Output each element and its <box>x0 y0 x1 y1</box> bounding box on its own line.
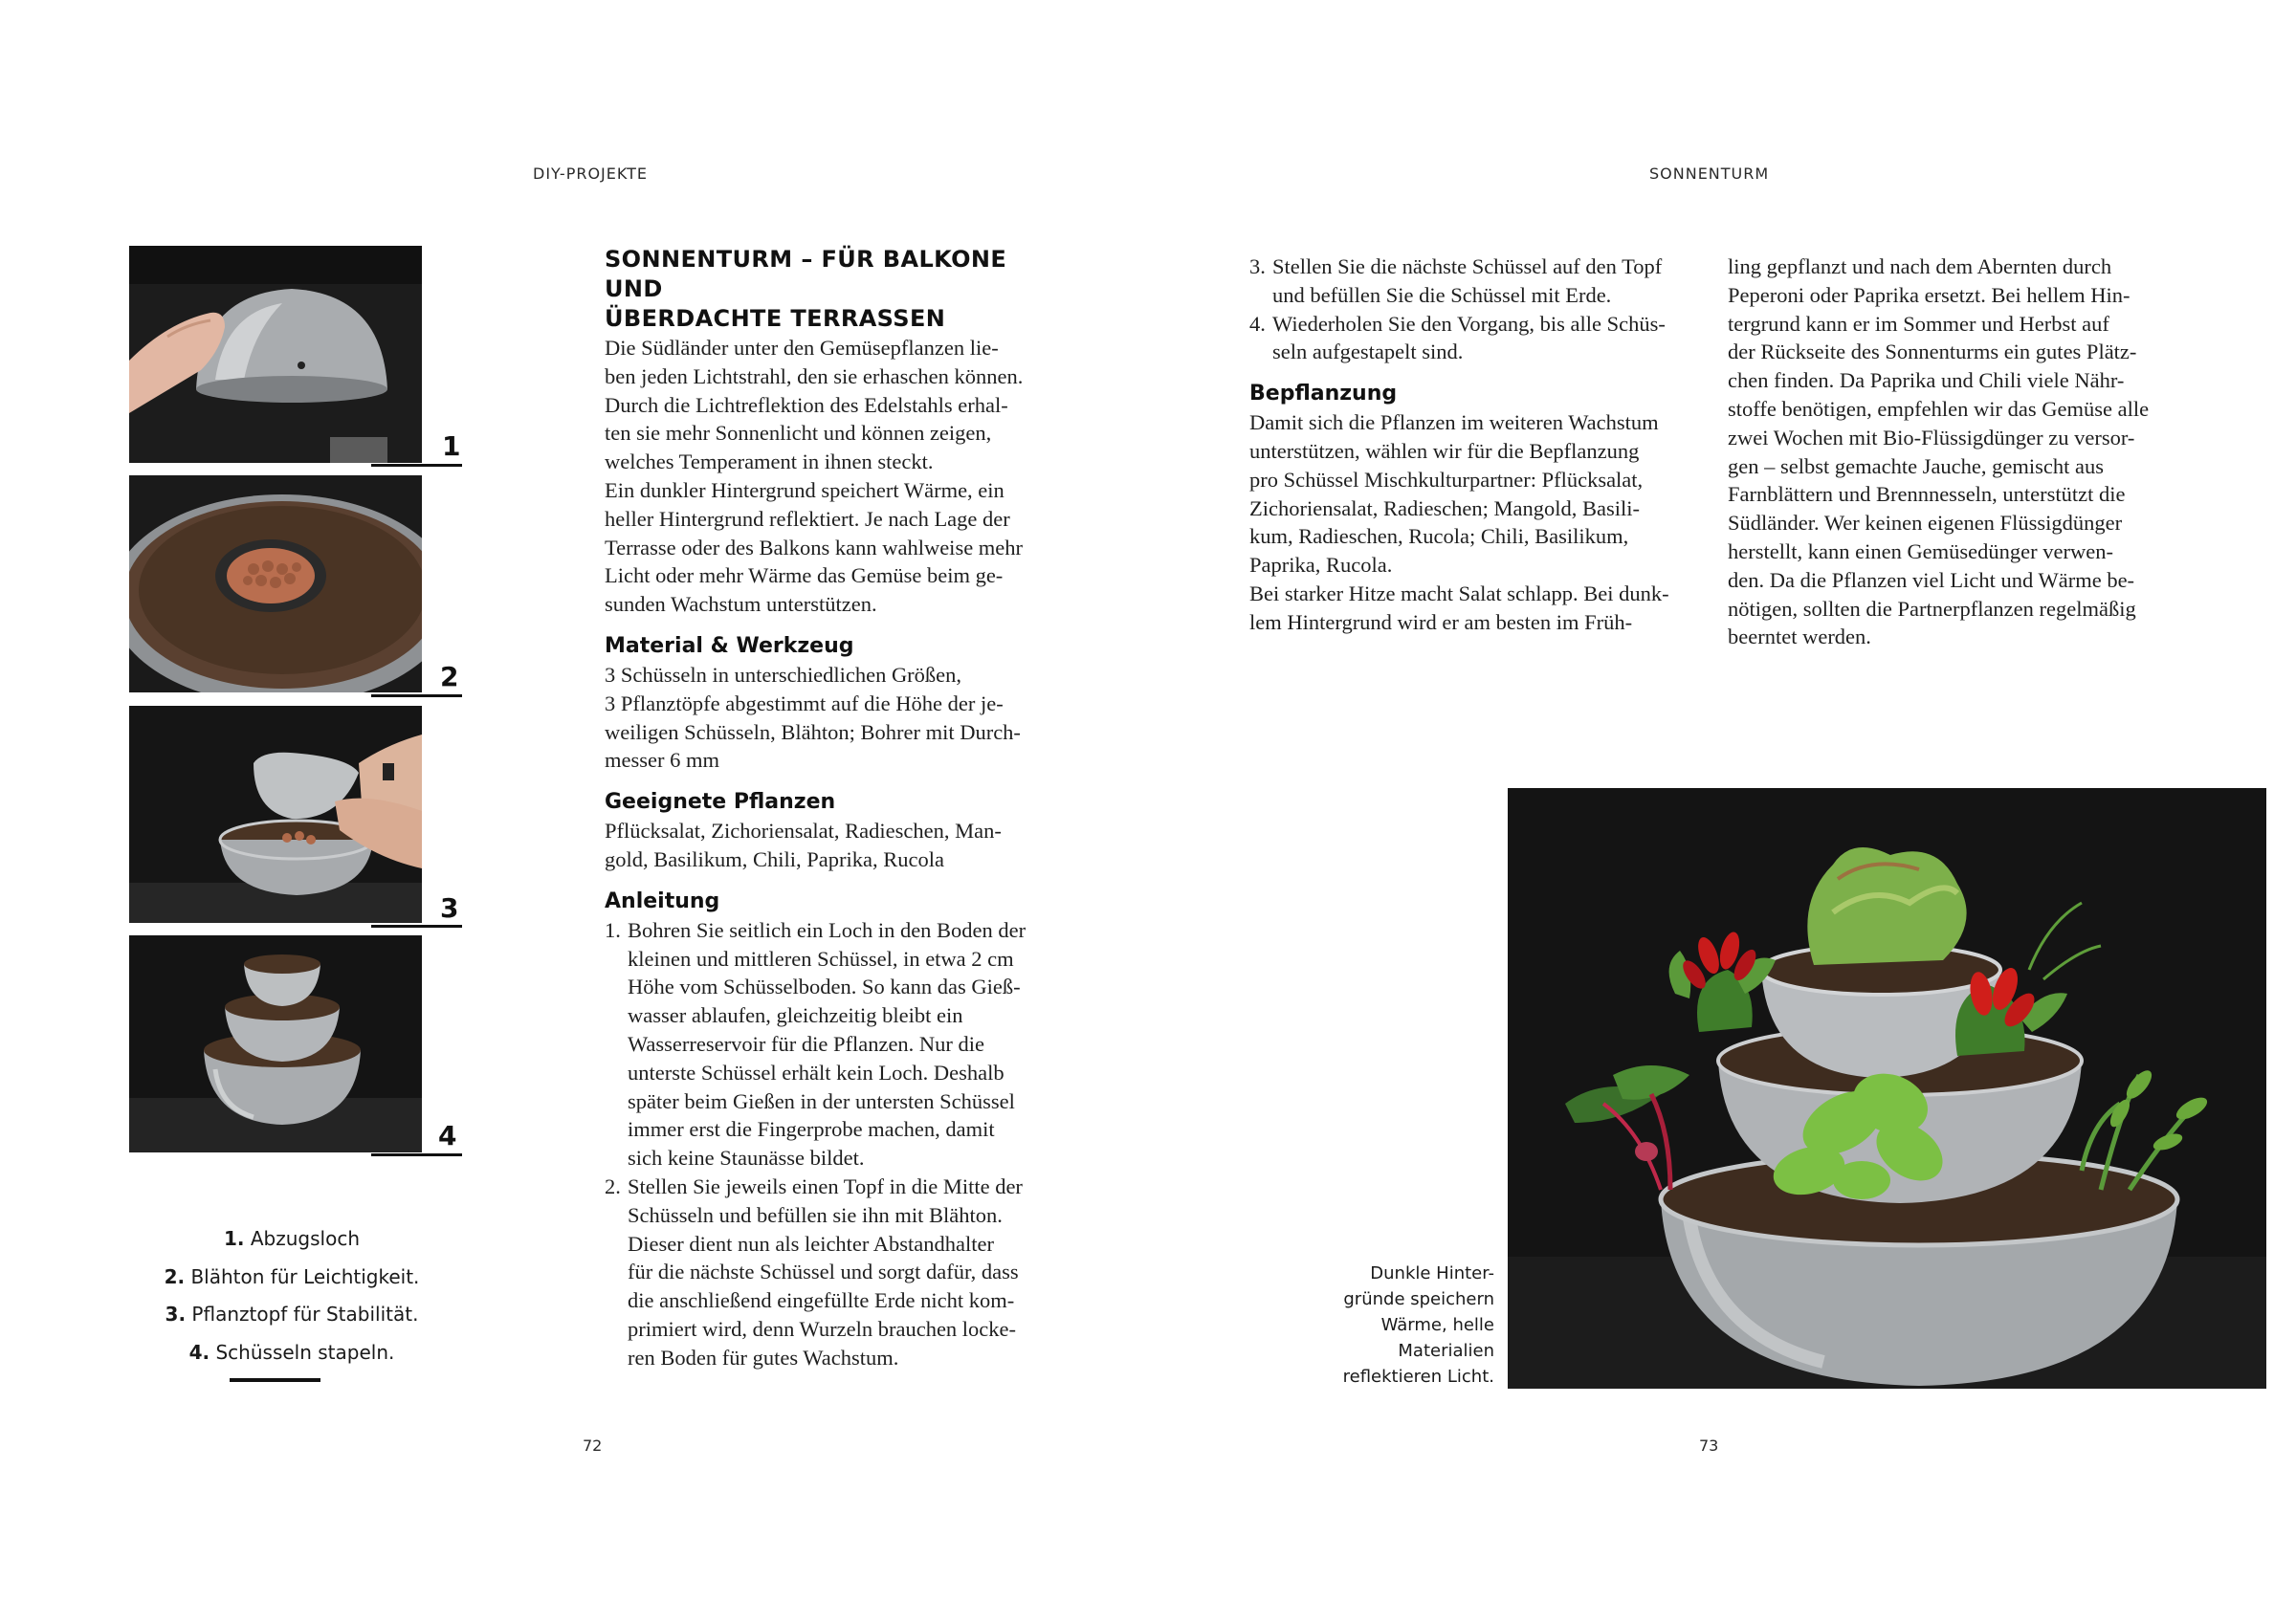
text-line: Peperoni oder Paprika ersetzt. Bei hellem Hin- <box>1728 282 2130 307</box>
text-line: Höhe vom Schüsselboden. So kann das Gieß- <box>628 975 1021 999</box>
caption-line: Dunkle Hinter- <box>1370 1263 1494 1283</box>
instructions-heading: Anleitung <box>605 888 720 913</box>
material-text <box>605 661 1064 775</box>
instruction-step <box>1249 310 1709 367</box>
text-line: Die Südländer unter den Gemüsepflanzen lie- <box>605 336 999 360</box>
title-line: ÜBERDACHTE TERRASSEN <box>605 305 946 332</box>
text-line: Durch die Lichtreflektion des Edelstahls erhal- <box>605 392 1008 417</box>
text-line: unterste Schüssel erhält kein Loch. Deshalb <box>628 1060 1004 1085</box>
legend-number: 4. <box>188 1340 210 1364</box>
legend-text: Abzugsloch <box>250 1227 360 1250</box>
text-line: gold, Basilikum, Chili, Paprika, Rucola <box>605 846 944 871</box>
instructions-list-continued <box>1249 252 1709 366</box>
text-line: ten sie mehr Sonnenlicht und können zeigen, <box>605 421 992 446</box>
text-line: stoffe benötigen, empfehlen wir das Gemüse alle <box>1728 396 2150 421</box>
text-line: Bei starker Hitze macht Salat schlapp. Bei dunk- <box>1249 581 1669 605</box>
right-text-column-1 <box>1249 252 1709 637</box>
text-line: Zichoriensalat, Radieschen; Mangold, Basili- <box>1249 495 1641 520</box>
step-label-1: 1 <box>442 430 461 462</box>
legend-text: Pflanztopf für Stabilität. <box>191 1303 419 1326</box>
text-line: zwei Wochen mit Bio-Flüssigdünger zu versor- <box>1728 425 2135 450</box>
text-line: nötigen, sollten die Partnerpflanzen regelmäßig <box>1728 596 2136 621</box>
caption-line: Materialien <box>1398 1341 1494 1361</box>
text-line: immer erst die Fingerprobe machen, damit <box>628 1117 995 1142</box>
caption-line: Wärme, helle <box>1380 1315 1494 1335</box>
step-rule-1 <box>371 464 462 467</box>
step-photo-1 <box>129 246 422 463</box>
legend-item <box>134 1220 450 1259</box>
step-label-3: 3 <box>440 892 459 924</box>
text-line: ling gepflanzt und nach dem Abernten durch <box>1728 254 2112 278</box>
text-line: tergrund kann er im Sommer und Herbst auf <box>1728 311 2109 336</box>
step-rule-3 <box>371 925 462 928</box>
page-number-left: 72 <box>583 1437 603 1455</box>
text-line: messer 6 mm <box>605 748 719 773</box>
text-line: lem Hintergrund wird er am besten im Früh- <box>1249 609 1633 634</box>
text-line: kum, Radieschen, Rucola; Chili, Basilikum, <box>1249 524 1629 549</box>
article-title <box>605 245 1064 334</box>
text-line: welches Temperament in ihnen steckt. <box>605 450 934 474</box>
legend-item <box>134 1296 450 1334</box>
text-line: Schüsseln und befüllen sie ihn mit Blähton. <box>628 1202 1003 1227</box>
text-line: sich keine Staunässe bildet. <box>628 1146 865 1171</box>
text-line: gen – selbst gemachte Jauche, gemischt aus <box>1728 453 2105 478</box>
text-line: Wasserreservoir für die Pflanzen. Nur die <box>628 1031 985 1056</box>
running-head-left: DIY-PROJEKTE <box>533 164 649 183</box>
text-line: wasser ablaufen, gleichzeitig bleibt ein <box>628 1003 963 1028</box>
legend-rule <box>230 1378 320 1382</box>
step-label-4: 4 <box>438 1120 457 1151</box>
text-line: Pflücksalat, Zichoriensalat, Radieschen, Man- <box>605 819 1002 844</box>
step-rule-4 <box>371 1153 462 1156</box>
text-line: 3 Schüsseln in unterschiedlichen Größen, <box>605 662 962 687</box>
text-line: und befüllen Sie die Schüssel mit Erde. <box>1272 282 1612 307</box>
text-line: Wiederholen Sie den Vorgang, bis alle Schüs- <box>1272 311 1666 336</box>
legend-item <box>134 1259 450 1297</box>
step-label-2: 2 <box>440 661 459 692</box>
step-rule-2 <box>371 694 462 697</box>
photo-caption <box>1272 1261 1494 1390</box>
planting-text <box>1249 408 1709 636</box>
text-line: Südländer. Wer keinen eigenen Flüssigdünger <box>1728 511 2123 536</box>
text-line: unterstützen, wählen wir für die Bepflanzung <box>1249 438 1640 463</box>
text-line: die anschließend eingefüllte Erde nicht kom- <box>628 1288 1015 1313</box>
instruction-step <box>605 1173 1064 1372</box>
text-line: Dieser dient nun als leichter Abstandhalter <box>628 1231 995 1256</box>
plants-text <box>605 817 1064 874</box>
text-line: pro Schüssel Mischkulturpartner: Pflücksalat, <box>1249 467 1644 492</box>
instructions-list <box>605 916 1064 1372</box>
left-text-column <box>605 245 1064 1372</box>
legend-text: Blähton für Leichtigkeit. <box>190 1264 420 1288</box>
step-number: 1. <box>605 917 621 942</box>
text-line: 3 Pflanztöpfe abgestimmt auf die Höhe der je- <box>605 691 1004 715</box>
step-number: 3. <box>1249 254 1266 278</box>
legend-text: Schüsseln stapeln. <box>215 1340 395 1364</box>
text-line: Bohren Sie seitlich ein Loch in den Boden der <box>628 917 1027 942</box>
step-photo-3 <box>129 706 422 923</box>
photo-legend <box>134 1220 450 1371</box>
text-line: Stellen Sie die nächste Schüssel auf den Topf <box>1272 254 1663 278</box>
text-line: Farnblättern und Brennnesseln, unterstützt die <box>1728 482 2126 507</box>
caption-line: reflektieren Licht. <box>1342 1367 1494 1387</box>
sun-tower-photo <box>1508 788 2266 1389</box>
text-line: für die nächste Schüssel und sorgt dafür, dass <box>628 1260 1019 1284</box>
text-line: Licht oder mehr Wärme das Gemüse beim ge- <box>605 563 1004 588</box>
text-line: den. Da die Pflanzen viel Licht und Wärme be- <box>1728 567 2135 592</box>
text-line: seln aufgestapelt sind. <box>1272 340 1464 364</box>
legend-number: 1. <box>223 1227 245 1250</box>
text-line: primiert wird, denn Wurzeln brauchen locke- <box>628 1316 1017 1341</box>
running-head-right: SONNENTURM <box>1649 164 1770 183</box>
text-line: Ein dunkler Hintergrund speichert Wärme, ein <box>605 477 1004 502</box>
page-number-right: 73 <box>1699 1437 1719 1455</box>
step-number: 4. <box>1249 311 1266 336</box>
title-line: SONNENTURM – FÜR BALKONE UND <box>605 246 1007 302</box>
text-line: sunden Wachstum unterstützen. <box>605 592 877 617</box>
instruction-step <box>605 916 1064 1173</box>
step-number: 2. <box>605 1173 621 1198</box>
text-line: beerntet werden. <box>1728 625 1871 649</box>
instruction-step <box>1249 252 1709 310</box>
step-photo-4 <box>129 935 422 1152</box>
caption-line: gründe speichern <box>1343 1289 1494 1309</box>
text-line: später beim Gießen in der untersten Schüssel <box>628 1088 1015 1113</box>
text-line: der Rückseite des Sonnenturms ein gutes Plätz- <box>1728 340 2137 364</box>
text-line: heller Hintergrund reflektiert. Je nach Lage der <box>605 506 1010 531</box>
legend-number: 3. <box>165 1303 187 1326</box>
text-line: Terrasse oder des Balkons kann wahlweise mehr <box>605 535 1024 559</box>
legend-item <box>134 1334 450 1372</box>
legend-number: 2. <box>164 1264 186 1288</box>
text-line: Damit sich die Pflanzen im weiteren Wachstum <box>1249 410 1659 435</box>
right-text-column-2 <box>1728 252 2187 651</box>
planting-heading: Bepflanzung <box>1249 382 1398 406</box>
intro-text <box>605 334 1064 619</box>
material-heading: Material & Werkzeug <box>605 633 854 658</box>
text-line: Paprika, Rucola. <box>1249 553 1393 578</box>
text-line: kleinen und mittleren Schüssel, in etwa 2 cm <box>628 946 1014 971</box>
text-line: chen finden. Da Paprika und Chili viele Nähr- <box>1728 368 2125 393</box>
text-line: Stellen Sie jeweils einen Topf in die Mitte der <box>628 1173 1023 1198</box>
text-line: ben jeden Lichtstrahl, den sie erhaschen können. <box>605 363 1024 388</box>
text-line: herstellt, kann einen Gemüsedünger verwen- <box>1728 538 2113 563</box>
text-line: weiligen Schüsseln, Blähton; Bohrer mit Durch- <box>605 719 1021 744</box>
step-photo-2 <box>129 475 422 692</box>
plants-heading: Geeignete Pflanzen <box>605 790 836 815</box>
text-line: ren Boden für gutes Wachstum. <box>628 1345 899 1370</box>
